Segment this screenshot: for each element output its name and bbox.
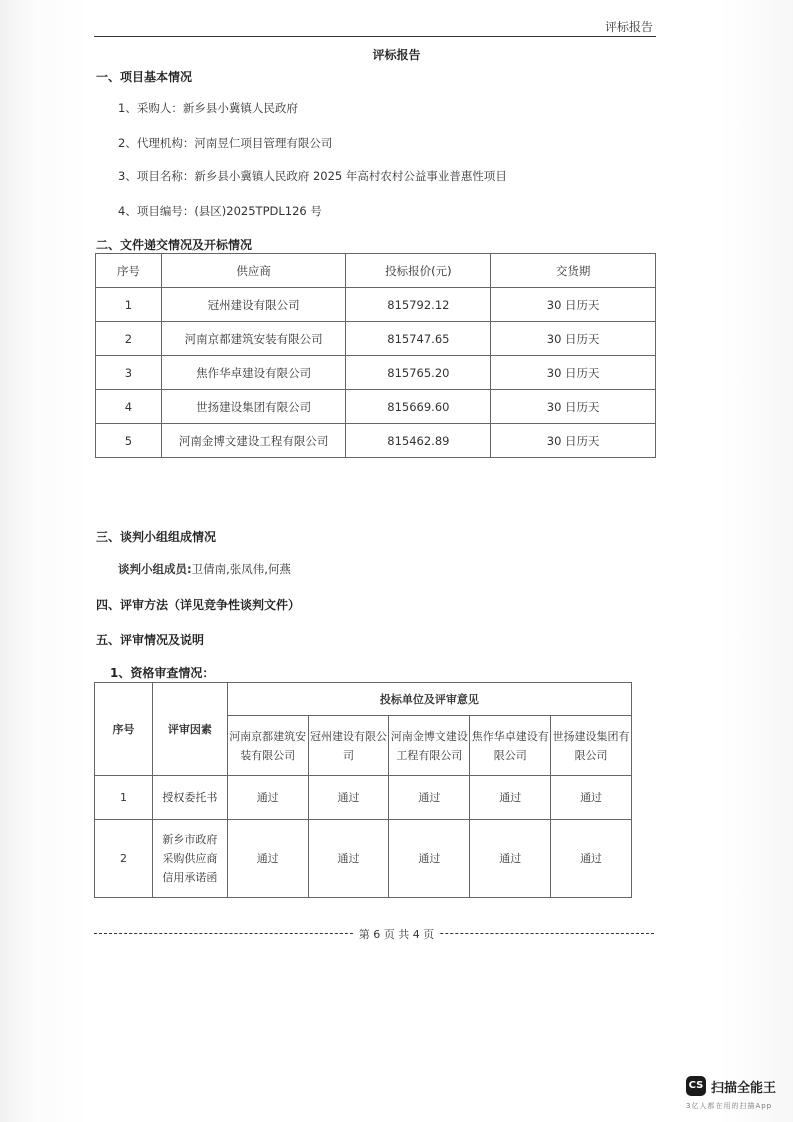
table-row [95, 820, 632, 898]
bidder-name: 河南金博文建设工程有限公司 [389, 716, 470, 776]
cell-supplier: 世扬建设集团有限公司 [161, 390, 346, 424]
col-seq: 序号 [96, 254, 162, 288]
cell-price: 815747.65 [346, 322, 491, 356]
cell-result: 通过 [470, 776, 551, 820]
section1-heading: 一、项目基本情况 [96, 70, 193, 84]
bidder-name: 河南京都建筑安装有限公司 [227, 716, 308, 776]
camscanner-logo-icon: CS [686, 1076, 706, 1096]
project-number-item: 4、项目编号：(县区)2025TPDL126 号 [118, 204, 322, 218]
table-row [96, 288, 656, 322]
cell-factor: 新乡市政府采购供应商信用承诺函 [152, 820, 227, 898]
bidder-name: 焦作华卓建设有限公司 [470, 716, 551, 776]
col-seq: 序号 [95, 683, 153, 776]
cell-price: 815792.12 [346, 288, 491, 322]
cell-seq: 1 [95, 776, 153, 820]
cell-result: 通过 [389, 776, 470, 820]
cell-result: 通过 [551, 776, 632, 820]
cell-seq: 1 [96, 288, 162, 322]
members-names: 卫倩南,张凤伟,何燕 [191, 562, 291, 576]
panel-members [118, 561, 291, 577]
page-number-text: 第 6 页 共 4 页 [355, 928, 438, 941]
cell-result: 通过 [227, 776, 308, 820]
bid-opening-table [95, 253, 656, 458]
col-price: 投标报价(元) [346, 254, 491, 288]
cell-supplier: 焦作华卓建设有限公司 [161, 356, 346, 390]
project-name-item: 3、项目名称：新乡县小冀镇人民政府 2025 年高村农村公益事业普惠性项目 [118, 169, 507, 183]
cell-result: 通过 [470, 820, 551, 898]
cell-result: 通过 [308, 776, 389, 820]
table-header-row [96, 254, 656, 288]
cell-result: 通过 [227, 820, 308, 898]
table-row [96, 356, 656, 390]
cell-delivery: 30 日历天 [491, 288, 656, 322]
qualification-subheading: 1、资格审查情况： [110, 666, 215, 680]
watermark-name: 扫描全能王 [711, 1081, 777, 1096]
cell-seq: 3 [96, 356, 162, 390]
cell-delivery: 30 日历天 [491, 356, 656, 390]
cell-result: 通过 [389, 820, 470, 898]
group-header-row [95, 683, 632, 716]
cell-supplier: 冠州建设有限公司 [161, 288, 346, 322]
members-label: 谈判小组成员: [118, 562, 192, 576]
header-label: 评标报告 [604, 20, 653, 34]
watermark-tagline: 3亿人都在用的扫描App [686, 1102, 773, 1110]
cell-delivery: 30 日历天 [491, 390, 656, 424]
cell-price: 815462.89 [346, 424, 491, 458]
bidder-name: 冠州建设有限公司 [308, 716, 389, 776]
cell-result: 通过 [551, 820, 632, 898]
col-factor: 评审因素 [152, 683, 227, 776]
cell-seq: 5 [96, 424, 162, 458]
cell-price: 815765.20 [346, 356, 491, 390]
page-number [0, 926, 793, 942]
table-row [96, 322, 656, 356]
bidder-name: 世扬建设集团有限公司 [551, 716, 632, 776]
section4-heading: 四、评审方法（详见竞争性谈判文件） [96, 598, 301, 612]
agency-item: 2、代理机构：河南昱仁项目管理有限公司 [118, 136, 333, 150]
table-row [95, 776, 632, 820]
cell-supplier: 河南金博文建设工程有限公司 [161, 424, 346, 458]
document-title: 评标报告 [372, 48, 421, 62]
qualification-table [94, 682, 632, 898]
col-supplier: 供应商 [161, 254, 346, 288]
cell-seq: 2 [96, 322, 162, 356]
table-row [96, 390, 656, 424]
section5-heading: 五、评审情况及说明 [96, 633, 205, 647]
header-rule [94, 36, 656, 37]
cell-result: 通过 [308, 820, 389, 898]
cell-delivery: 30 日历天 [491, 424, 656, 458]
cell-seq: 4 [96, 390, 162, 424]
table-row [96, 424, 656, 458]
cell-delivery: 30 日历天 [491, 322, 656, 356]
section2-heading: 二、文件递交情况及开标情况 [96, 238, 253, 252]
cell-price: 815669.60 [346, 390, 491, 424]
col-delivery: 交货期 [491, 254, 656, 288]
cell-supplier: 河南京都建筑安装有限公司 [161, 322, 346, 356]
procurer-item: 1、采购人：新乡县小冀镇人民政府 [118, 101, 298, 115]
cell-seq: 2 [95, 820, 153, 898]
bidder-group-header: 投标单位及评审意见 [227, 683, 631, 716]
section3-heading: 三、谈判小组组成情况 [96, 530, 217, 544]
cell-factor: 授权委托书 [152, 776, 227, 820]
